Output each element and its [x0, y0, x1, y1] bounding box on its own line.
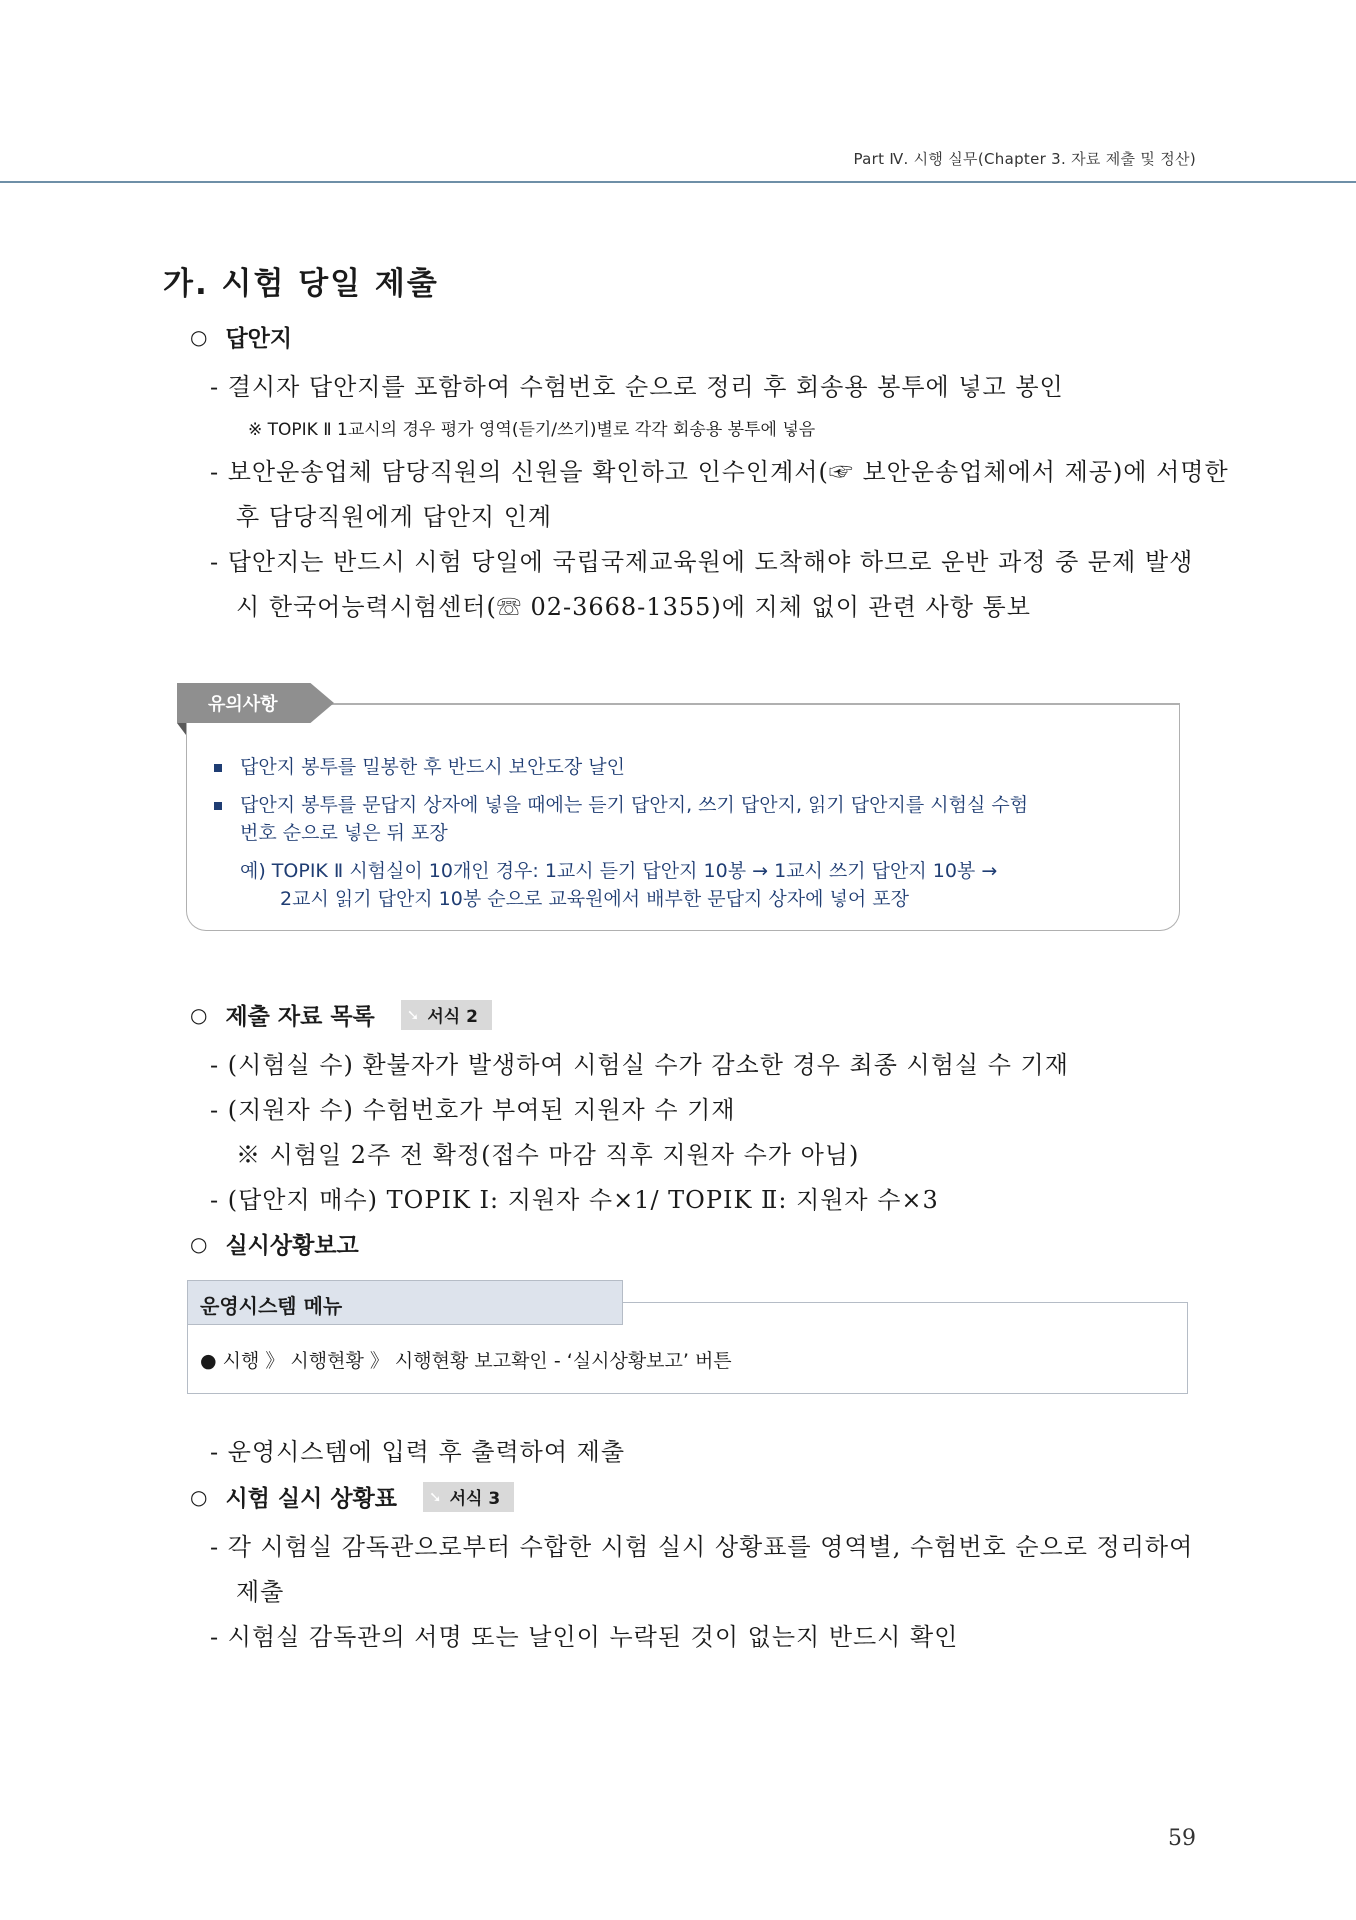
answer-sheet-line: 시 한국어능력시험센터(☏ 02-3668-1355)에 지체 없이 관련 사항 통보 [236, 593, 1031, 621]
bullet-circle-icon: ○ [190, 324, 208, 349]
bullet-circle-icon: ○ [190, 1002, 208, 1027]
notice-box-top-border [325, 703, 1180, 705]
notice-item [214, 790, 1028, 817]
submission-list-line: - (답안지 매수) TOPIK Ⅰ: 지원자 수×1/ TOPIK Ⅱ: 지원자 수×3 [210, 1186, 939, 1214]
submission-list-line: - (시험실 수) 환불자가 발생하여 시험실 수가 감소한 경우 최종 시험실 수 기재 [210, 1051, 1069, 1079]
notice-item [214, 752, 625, 779]
answer-sheet-line: - 답안지는 반드시 시험 당일에 국립국제교육원에 도착해야 하므로 운반 과정 중 문제 발생 [210, 548, 1194, 576]
notice-tab-fold [177, 723, 186, 735]
answer-sheet-line: - 결시자 답안지를 포함하여 수험번호 순으로 정리 후 회송용 봉투에 넣고 봉인 [210, 373, 1064, 401]
bullet-dot-icon: ● [200, 1350, 223, 1372]
notice-item-text: 답안지 봉투를 문답지 상자에 넣을 때에는 듣기 답안지, 쓰기 답안지, 읽기 답안지를 시험실 수험 [240, 794, 1029, 816]
status-report-line: - 운영시스템에 입력 후 출력하여 제출 [210, 1438, 626, 1466]
form-badge [423, 1482, 514, 1512]
submission-list-heading [190, 998, 492, 1031]
header-divider [0, 181, 1356, 183]
bullet-circle-icon: ○ [190, 1231, 208, 1256]
notice-example-continuation: 2교시 읽기 답안지 10봉 순으로 교육원에서 배부한 문답지 상자에 넣어 포장 [280, 888, 909, 910]
heading-label: 제출 자료 목록 [225, 1004, 375, 1030]
bullet-circle-icon: ○ [190, 1484, 208, 1509]
notice-tab-label: 유의사항 [208, 694, 278, 715]
exam-status-line: - 각 시험실 감독관으로부터 수합한 시험 실시 상황표를 영역별, 수험번호 순으로 정리하여 [210, 1533, 1194, 1561]
exam-status-line: 제출 [236, 1578, 285, 1606]
form-badge-label: 서식 2 [427, 1007, 478, 1027]
answer-sheet-line: 후 담당직원에게 답안지 인계 [236, 503, 553, 531]
submission-list-note: ※ 시험일 2주 전 확정(접수 마감 직후 지원자 수가 아님) [236, 1141, 860, 1169]
form-badge [401, 1000, 492, 1030]
answer-sheet-heading [190, 320, 292, 353]
arrow-icon: ➘ [406, 1005, 420, 1024]
answer-sheet-line: - 보안운송업체 담당직원의 신원을 확인하고 인수인계서(☞ 보안운송업체에서 제공)에 서명한 [210, 458, 1229, 486]
answer-sheet-note: ※ TOPIK Ⅱ 1교시의 경우 평가 영역(듣기/쓰기)별로 각각 회송용 봉투에 넣음 [248, 420, 816, 440]
section-title: 가. 시험 당일 제출 [163, 266, 439, 302]
ops-menu-path-text: 시행 》 시행현황 》 시행현황 보고확인 - ‘실시상황보고’ 버튼 [222, 1350, 732, 1372]
heading-label: 시험 실시 상황표 [225, 1486, 397, 1512]
page-number: 59 [1168, 1826, 1196, 1851]
ops-menu-tab-label: 운영시스템 메뉴 [200, 1294, 343, 1318]
exam-status-line: - 시험실 감독관의 서명 또는 날인이 누락된 것이 없는지 반드시 확인 [210, 1623, 959, 1651]
running-header: Part Ⅳ. 시행 실무(Chapter 3. 자료 제출 및 정산) [853, 150, 1196, 168]
submission-list-line: - (지원자 수) 수험번호가 부여된 지원자 수 기재 [210, 1096, 736, 1124]
heading-label: 실시상황보고 [225, 1233, 359, 1259]
notice-example: 예) TOPIK Ⅱ 시험실이 10개인 경우: 1교시 듣기 답안지 10봉 → 1교시 쓰기 답안지 10봉 → [240, 860, 998, 882]
arrow-icon: ➘ [429, 1487, 442, 1506]
form-badge-label: 서식 3 [449, 1489, 501, 1509]
notice-item-continuation: 번호 순으로 넣은 뒤 포장 [240, 822, 448, 844]
ops-menu-path [200, 1346, 732, 1373]
exam-status-heading [190, 1480, 514, 1513]
heading-label: 답안지 [225, 326, 293, 352]
square-bullet-icon [214, 764, 222, 772]
square-bullet-icon [214, 802, 222, 810]
status-report-heading [190, 1227, 359, 1260]
notice-item-text: 답안지 봉투를 밀봉한 후 반드시 보안도장 날인 [240, 756, 625, 778]
